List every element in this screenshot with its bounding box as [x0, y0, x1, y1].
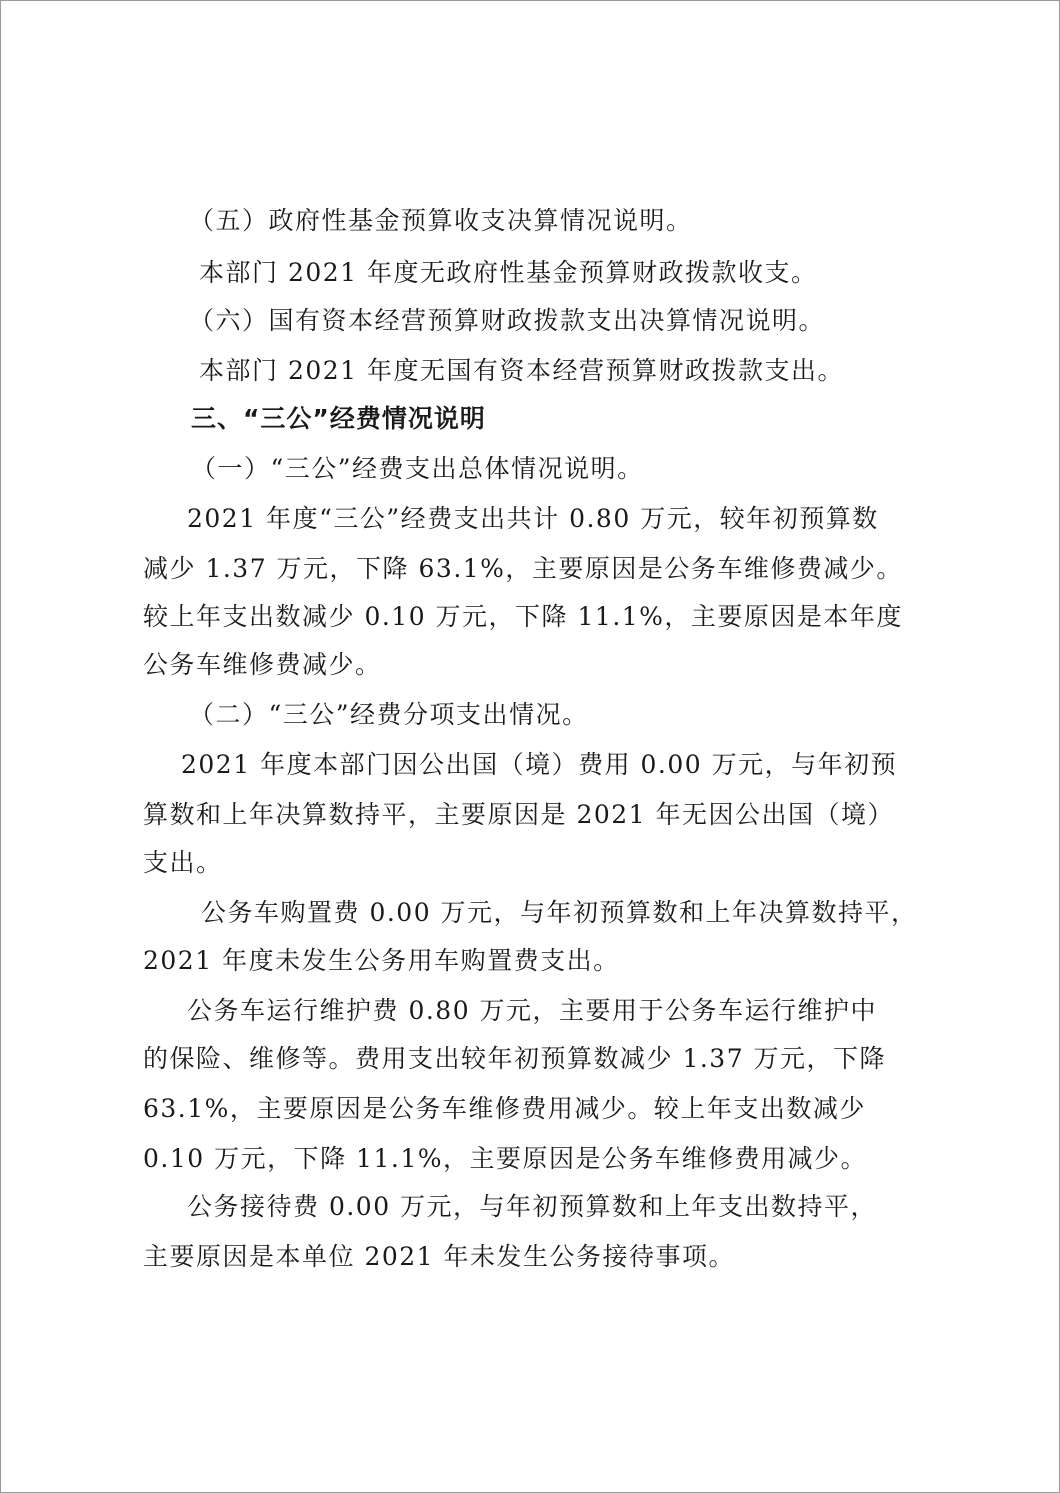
paragraph-line: 63.1%，主要原因是公务车维修费用减少。较上年支出数减少 — [143, 1094, 866, 1123]
paragraph-line: 2021 年度“三公”经费支出共计 0.80 万元，较年初预算数 — [187, 504, 879, 533]
subsection-heading-2: （二）“三公”经费分项支出情况。 — [189, 700, 589, 729]
subsection-heading-6: （六）国有资本经营预算财政拨款支出决算情况说明。 — [189, 306, 826, 335]
paragraph-line: 的保险、维修等。费用支出较年初预算数减少 1.37 万元，下降 — [143, 1044, 887, 1073]
paragraph-line: 算数和上年决算数持平，主要原因是 2021 年无因公出国（境） — [143, 800, 895, 829]
paragraph-line: 支出。 — [143, 848, 223, 877]
paragraph-line: 公务车运行维护费 0.80 万元，主要用于公务车运行维护中 — [187, 996, 878, 1025]
paragraph-line: 公务车购置费 0.00 万元，与年初预算数和上年决算数持平， — [201, 898, 918, 927]
paragraph-line: 2021 年度本部门因公出国（境）费用 0.00 万元，与年初预 — [181, 750, 898, 779]
subsection-heading-1: （一）“三公”经费支出总体情况说明。 — [191, 454, 644, 483]
paragraph-line: 较上年支出数减少 0.10 万元，下降 11.1%，主要原因是本年度 — [143, 602, 903, 631]
section-heading-3: 三、“三公”经费情况说明 — [191, 404, 486, 433]
paragraph-line: 本部门 2021 年度无国有资本经营预算财政拨款支出。 — [199, 356, 845, 385]
paragraph-line: 公务接待费 0.00 万元，与年初预算数和上年支出数持平， — [187, 1192, 878, 1221]
paragraph-line: 减少 1.37 万元，下降 63.1%，主要原因是公务车维修费减少。 — [143, 554, 903, 583]
paragraph-line: 本部门 2021 年度无政府性基金预算财政拨款收支。 — [199, 258, 818, 287]
paragraph-line: 0.10 万元，下降 11.1%，主要原因是公务车维修费用减少。 — [143, 1144, 867, 1173]
paragraph-line: 2021 年度未发生公务用车购置费支出。 — [143, 946, 620, 975]
subsection-heading-5: （五）政府性基金预算收支决算情况说明。 — [189, 206, 693, 235]
paragraph-line: 公务车维修费减少。 — [143, 650, 382, 679]
paragraph-line: 主要原因是本单位 2021 年未发生公务接待事项。 — [143, 1242, 736, 1271]
